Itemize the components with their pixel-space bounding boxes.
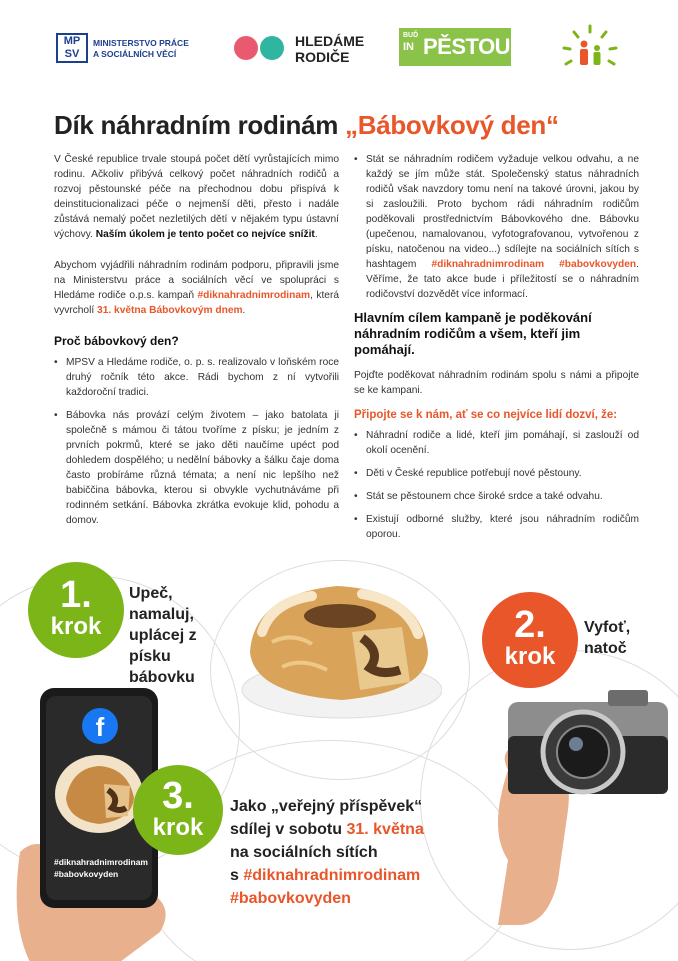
header-logos	[0, 0, 678, 90]
list-item: • Stát se pěstounem chce široké srdce a také odvahu.	[354, 489, 639, 504]
list-item: • Děti v České republice potřebují nové pěstouny.	[354, 466, 639, 481]
p1-text: V České republice trvale stoupá počet dětí vyrůstajících mimo rodinu. Ačkoliv přibývá celkový počet náhradních rodičů a rozvoj pěstounské péče na přechodnou dobu přispívá k deinstitucionalizaci péče o nejmenší děti, přesto i nadále zůstává nemalý počet nezletilých dětí v nějakém typu ústavní výchovy.	[54, 154, 339, 240]
title-main: Dík náhradním rodinám	[54, 110, 346, 140]
title-highlight: „Bábovkový den“	[345, 110, 559, 140]
mpsv-name	[93, 38, 203, 60]
campaign-goal: Hlavním cílem kampaně je poděkování náhradním rodičům a všem, kteří jim pomáhají.	[354, 310, 592, 357]
list-item: • Náhradní rodiče a lidé, kteří jim pomáhají, si zaslouží od okolí ocenění.	[354, 428, 639, 458]
step1-number: 1.	[60, 574, 92, 616]
step3-line4a: s	[230, 867, 244, 884]
join-heading: Připojte se k nám, ať se co nejvíce lidí dozví, že:	[354, 409, 618, 421]
hr-line2: RODIČE	[295, 49, 350, 65]
cake-photo-icon	[54, 754, 144, 834]
p2-end: .	[242, 305, 246, 316]
list-item	[354, 152, 639, 302]
mpsv-line2: A SOCIÁLNÍCH VĚCÍ	[93, 49, 177, 59]
step2-line1: Vyfoť,	[584, 619, 631, 636]
p2-text: Abychom vyjádřili náhradním rodinám podporu, připravili jsme na Ministerstvu práce a sociálních věcí ve spolupráci s Hledáme rodiče o.p.s. kampaň	[54, 260, 339, 301]
step2-word: krok	[504, 643, 556, 670]
step2-badge	[482, 592, 578, 688]
bud-in-pestoun-logo	[399, 28, 526, 66]
step3-line2a: sdílej v sobotu	[230, 821, 347, 838]
join-bullets	[354, 428, 639, 542]
bip-big: PĚSTOUN	[423, 34, 526, 59]
support-paragraph	[54, 258, 339, 318]
why-subhead: Proč bábovkový den?	[54, 334, 179, 348]
why-bullets	[54, 355, 339, 528]
step2-text	[584, 617, 664, 659]
step3-number: 3.	[162, 775, 194, 817]
step2-line2: natoč	[584, 640, 627, 657]
bip-small1: BUĎ	[403, 32, 419, 39]
step3-line4	[230, 864, 480, 887]
step1-line3: bábovku	[129, 669, 195, 686]
list-item: • Existují odborné služby, které jsou náhradním rodičům oporou.	[354, 512, 639, 542]
camera-icon	[488, 688, 678, 806]
bip-small2: IN	[403, 41, 414, 53]
bundt-cake-image-icon	[232, 572, 442, 722]
left-column	[54, 152, 339, 536]
p2-date: 31. května Bábovkovým dnem	[97, 305, 243, 316]
hr-line1: HLEDÁME	[295, 33, 365, 49]
phone-hashtags	[54, 856, 148, 880]
p2-mid: , která vyvrcholí	[54, 290, 340, 316]
invite-paragraph: Pojďte poděkovat náhradním rodinám spolu s námi a připojte se ke kampani.	[354, 370, 639, 396]
b1-end: . Věříme, že tato akce bude i příležitostí se o náhradním rodičovství dozvědět více informací.	[366, 259, 639, 300]
step3-hashtag2: #babovkovyden	[230, 890, 351, 907]
p1-bold: Naším úkolem je tento počet co nejvíce snížit	[95, 229, 315, 240]
step1-line2: uplácej z písku	[129, 627, 197, 665]
right-column	[354, 152, 639, 550]
right-bullet-top	[354, 152, 639, 302]
b1-text: Stát se náhradním rodičem vyžaduje velkou odvahu, a ne každý se jím může stát. Společenský status náhradních rodičů však navzdory tomu není na takové úrovni, jakou by si zasloužili. Proto bychom rádi náhradním rodičům poděkovali prostřednictvím Bábovkového dne. Bábovku (upečenou, namalovanou, vyfotografovanou, vytvořenou z písku, natočenou na video...) sdílejte na sociálních sítích s hashtagem	[366, 154, 639, 270]
p1-end: .	[314, 229, 318, 240]
mpsv-logo	[56, 33, 88, 63]
hledame-rodice-name	[295, 33, 375, 65]
step2-number: 2.	[514, 604, 546, 646]
phone-tag1: #diknahradnimrodinam	[54, 857, 148, 867]
bip-small	[403, 32, 423, 54]
facebook-icon: f	[82, 708, 118, 744]
step3-line3: na sociálních sítích	[230, 844, 378, 861]
p2-hashtag: #diknahradnimrodinam	[197, 290, 311, 301]
list-item: • Bábovka nás provází celým životem – jako batolata ji společně s mámou či tátou tvoříme z písku; je jedním z prvních pokrmů, které se jako děti naučíme upéct pod dohledem dospělého; u nedělní bábovky a šálku čaje doma často probíráme různá témata; a není nic lepšího než babiččina bábovka, kterou si obvykle vychutnáváme při rodinném setkání. Bábovka zkrátka evokuje klid, pohodu a domov.	[54, 408, 339, 528]
intro-paragraph	[54, 152, 339, 242]
page-title	[54, 110, 634, 141]
step3-badge	[133, 765, 223, 855]
phone-tag2: #babovkovyden	[54, 869, 119, 879]
family-icon	[558, 22, 622, 78]
step1-badge	[28, 562, 124, 658]
mpsv-mark: MP SV	[63, 35, 81, 60]
b1-hashtags: #diknahradnimrodinam #babovkovyden	[431, 259, 637, 270]
step3-text	[230, 795, 480, 910]
step3-line2	[230, 818, 480, 841]
mpsv-line1: MINISTERSTVO PRÁCE	[93, 38, 189, 48]
step3-word: krok	[152, 814, 204, 841]
hledame-rodice-logo-icon	[232, 33, 292, 63]
step3-hashtag1: #diknahradnimrodinam	[243, 867, 421, 884]
step1-text	[129, 583, 239, 688]
step3-line1: Jako „veřejný příspěvek“	[230, 798, 423, 815]
step3-date: 31. května	[346, 821, 424, 838]
list-item: • MPSV a Hledáme rodiče, o. p. s. realizovalo v loňském roce druhý ročník této akce. Rádi bychom z ní vytvořili každoroční tradici.	[54, 355, 339, 400]
step1-line1: Upeč, namaluj,	[129, 585, 194, 623]
step1-word: krok	[50, 613, 102, 640]
